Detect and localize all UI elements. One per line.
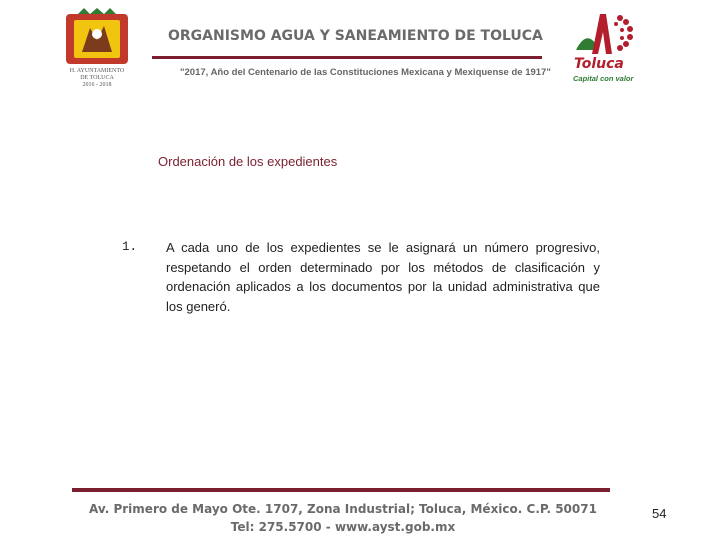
crest-caption-line: H. AYUNTAMIENTO [69,68,125,74]
organization-title: ORGANISMO AGUA Y SANEAMIENTO DE TOLUCA [168,28,543,44]
header-divider [152,56,542,59]
footer-divider [72,488,610,492]
toluca-coat-of-arms-logo [64,8,130,66]
crest-caption-line: 2016 - 2018 [82,82,112,88]
crest-caption-line: DE TOLUCA [80,75,114,81]
list-item-number: 1. [122,240,138,254]
toluca-logo-tagline: Capital con valor [573,74,634,83]
toluca-capital-logo-icon [572,10,636,58]
section-heading: Ordenación de los expedientes [158,154,338,169]
page-number: 54 [652,506,667,521]
toluca-logo-text: Toluca [574,56,624,72]
header-motto: "2017, Año del Centenario de las Constituciones Mexicana y Mexiquense de 1917" [180,67,551,78]
list-item-text: A cada uno de los expedientes se le asignará un número progresivo, respetando el orden determinado por los métodos de clasificación y ordenación aplicados a los documentos por la unidad administrativa que los generó. [166,240,600,314]
footer-contact: Tel: 275.5700 - www.ayst.gob.mx [230,520,456,534]
crest-caption [62,68,132,89]
footer-address: Av. Primero de Mayo Ote. 1707, Zona Industrial; Toluca, México. C.P. 50071 [89,502,597,516]
